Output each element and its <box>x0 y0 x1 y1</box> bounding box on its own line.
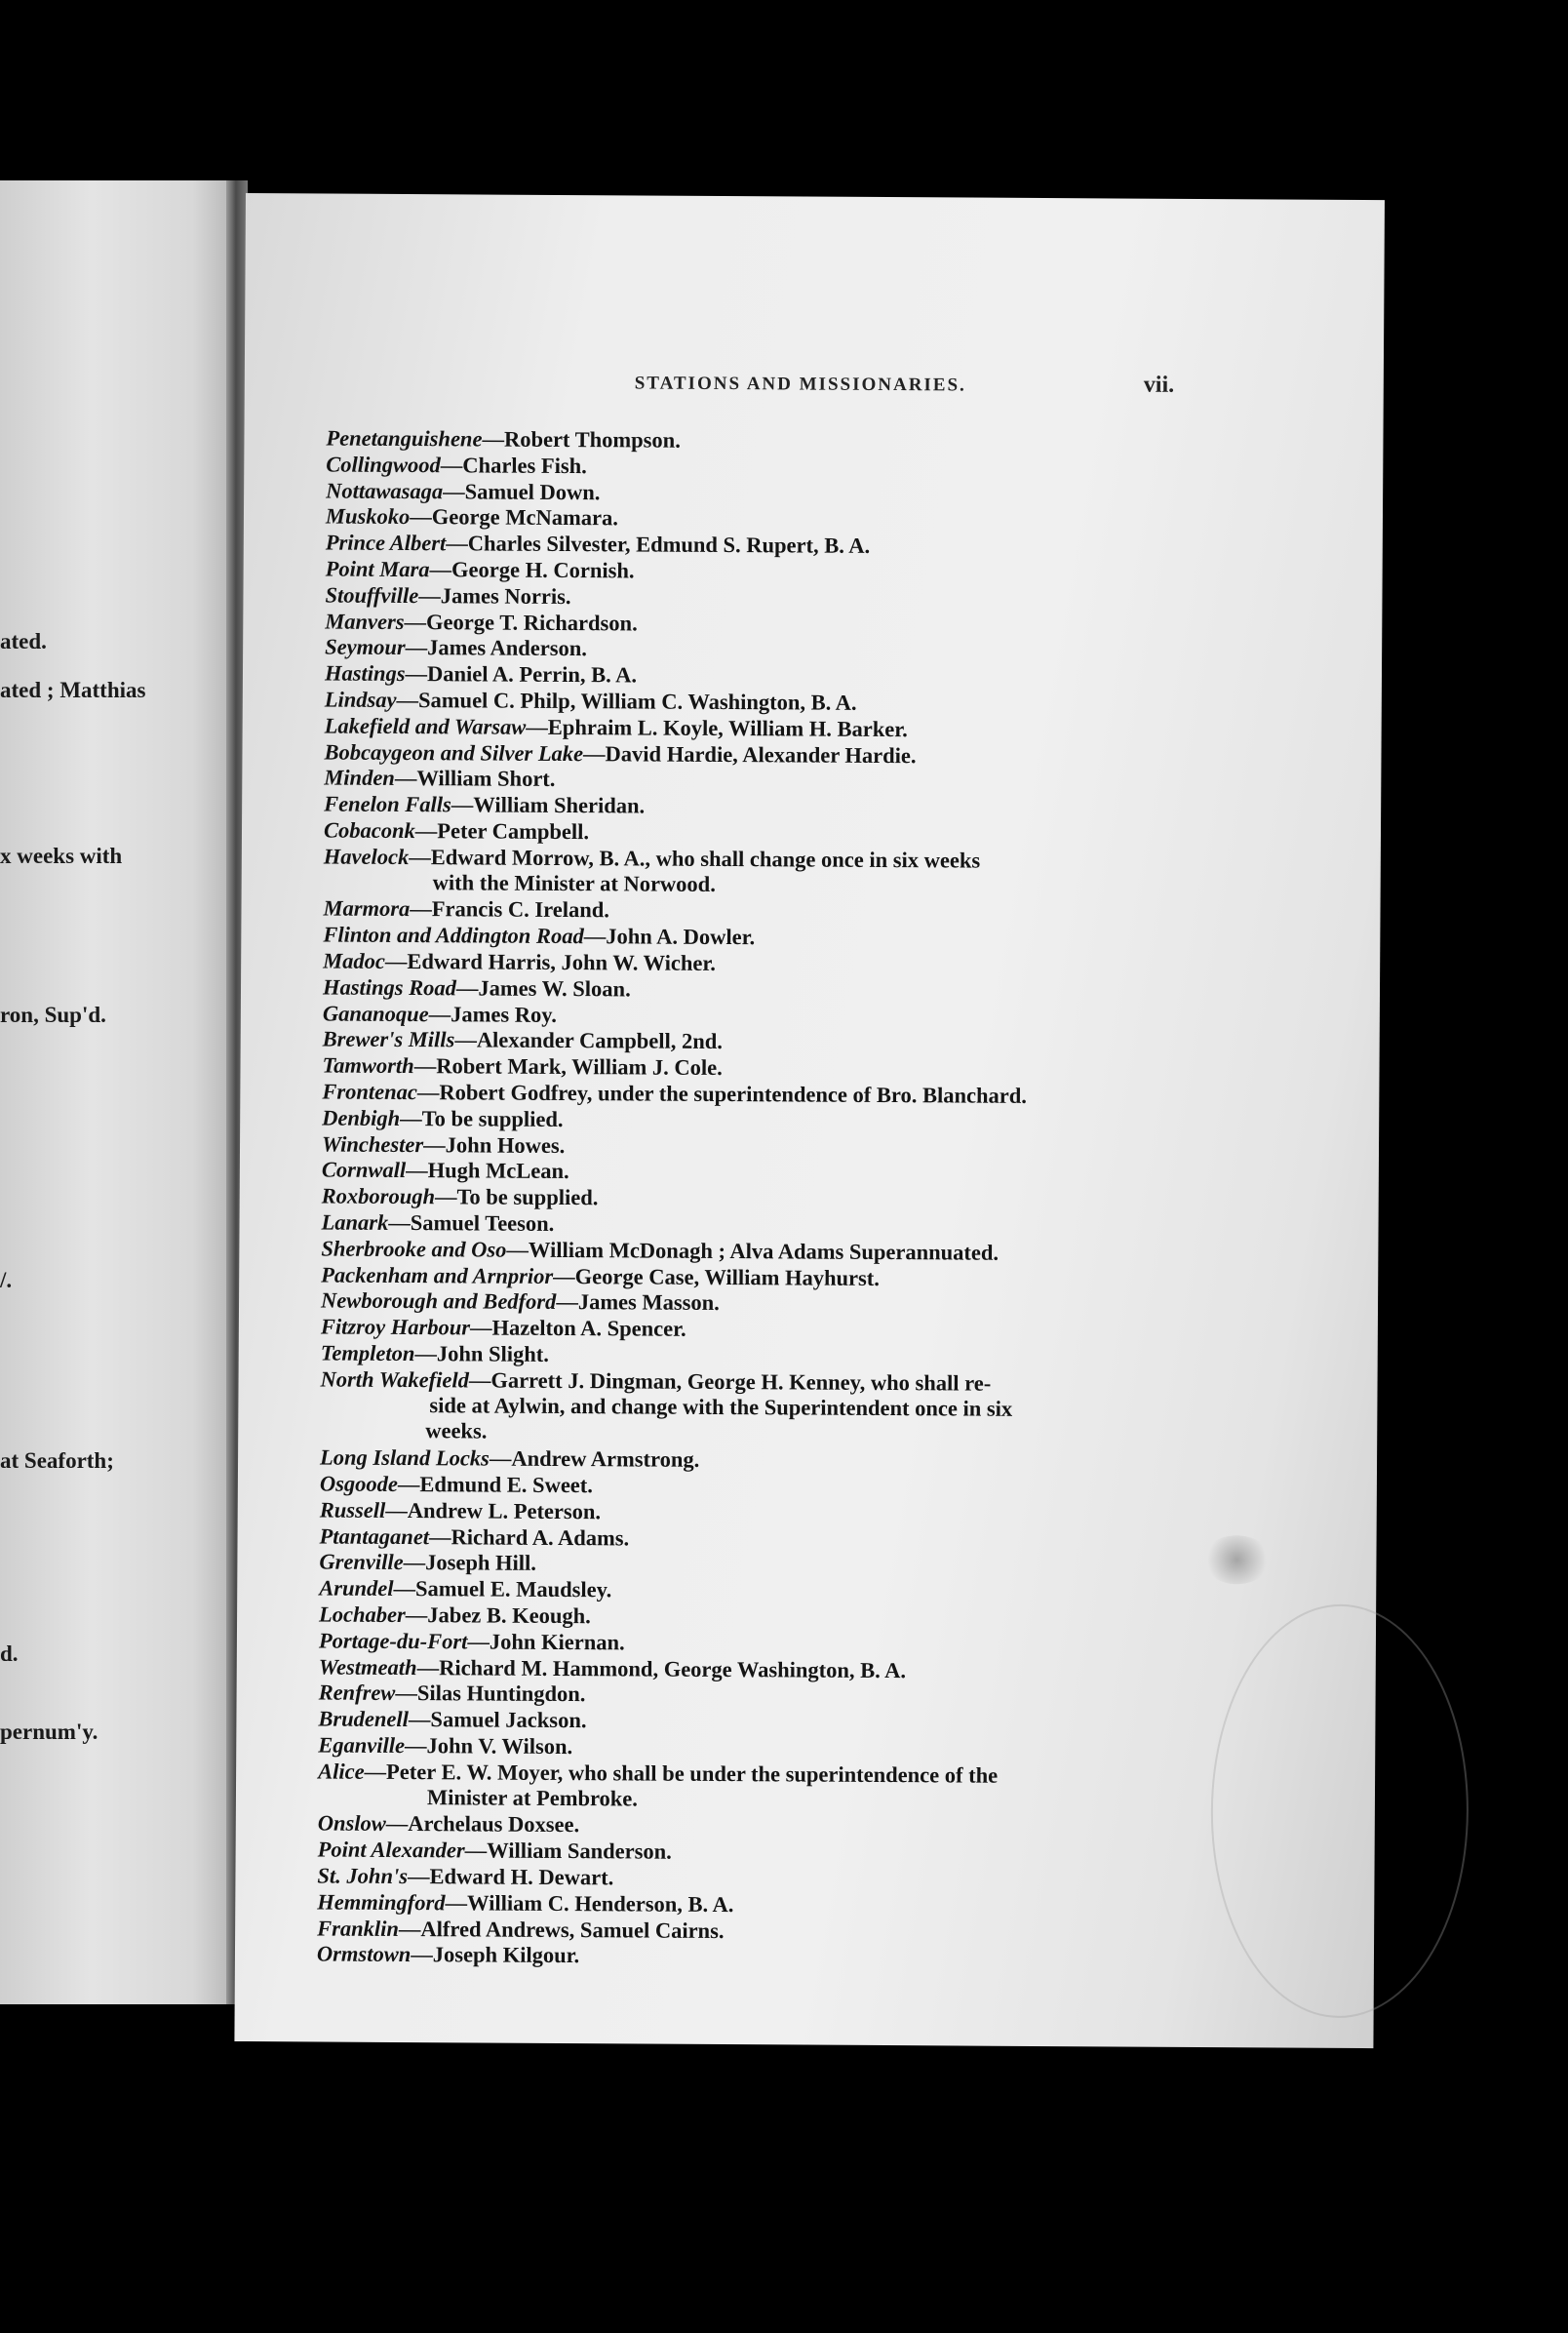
station-place: Westmeath <box>318 1654 417 1680</box>
station-missionaries: —Samuel Down. <box>443 478 601 504</box>
station-missionaries: —George Case, William Hayhurst. <box>553 1263 881 1290</box>
left-fragment: at Seaforth; <box>0 1448 114 1473</box>
left-fragment: /. <box>0 1268 13 1292</box>
station-missionaries: —George T. Richardson. <box>404 609 638 636</box>
station-place: Packenham and Arnprior <box>321 1262 554 1288</box>
station-missionaries: —James Masson. <box>556 1289 720 1316</box>
left-fragment: x weeks with <box>0 844 123 868</box>
station-missionaries: —Silas Huntingdon. <box>395 1681 586 1707</box>
station-missionaries: —John Kiernan. <box>467 1629 625 1655</box>
station-place: Templeton <box>320 1340 415 1366</box>
station-place: Ormstown <box>316 1941 412 1967</box>
station-missionaries: —Joseph Hill. <box>403 1550 537 1576</box>
station-missionaries: —Samuel E. Maudsley. <box>393 1576 612 1602</box>
station-place: Seymour <box>325 634 406 660</box>
station-missionaries: —Alfred Andrews, Samuel Cairns. <box>398 1916 725 1943</box>
station-place: Hastings <box>324 660 406 687</box>
station-missionaries: —Edmund E. Sweet. <box>397 1471 594 1498</box>
station-place: Lindsay <box>324 687 397 712</box>
left-fragment: pernum'y. <box>0 1720 98 1744</box>
station-missionaries: —James Anderson. <box>405 635 588 661</box>
station-missionaries: —Samuel Teeson. <box>388 1209 555 1236</box>
station-place: Nottawasaga <box>326 478 444 503</box>
station-missionaries: —James W. Sloan. <box>455 975 631 1002</box>
station-place: Eganville <box>318 1732 406 1759</box>
station-place: Point Mara <box>325 556 430 582</box>
station-continuation: Minister at Pembroke. <box>426 1784 639 1811</box>
left-fragment: ated ; Matthias <box>0 678 146 702</box>
page-number: vii. <box>1143 372 1175 398</box>
station-place: Franklin <box>317 1916 400 1941</box>
station-missionaries: —Daniel A. Perrin, B. A. <box>405 661 638 688</box>
station-place: Marmora <box>323 895 411 922</box>
station-entry <box>317 1942 1321 1973</box>
station-missionaries: —Peter E. W. Moyer, who shall be under the superintendence of the <box>364 1759 999 1788</box>
station-missionaries: —Hugh McLean. <box>406 1158 569 1184</box>
station-place: Madoc <box>323 948 386 973</box>
station-missionaries: —William Sheridan. <box>451 792 646 818</box>
station-place: Stouffville <box>325 582 419 608</box>
station-place: Russell <box>319 1497 386 1522</box>
station-missionaries: —James Roy. <box>428 1001 557 1027</box>
station-place: Cobaconk <box>323 817 415 844</box>
left-page <box>0 180 226 2004</box>
station-missionaries: —Hazelton A. Spencer. <box>469 1315 686 1341</box>
station-place: Onslow <box>317 1810 386 1837</box>
station-missionaries: —Francis C. Ireland. <box>410 896 609 923</box>
left-fragment: ated. <box>0 629 47 653</box>
station-missionaries: —Alexander Campbell, 2nd. <box>454 1027 724 1054</box>
station-missionaries: —James Norris. <box>418 582 571 609</box>
station-missionaries: —Garrett J. Dingman, George H. Kenney, who shall re- <box>468 1367 992 1396</box>
station-continuation: with the Minister at Norwood. <box>432 869 716 896</box>
station-missionaries: —Samuel Jackson. <box>408 1707 587 1733</box>
station-missionaries: —Charles Silvester, Edmund S. Rupert, B. A. <box>446 531 871 559</box>
station-place: St. John's <box>317 1863 409 1889</box>
station-place: Alice <box>318 1759 365 1784</box>
station-missionaries: —To be supplied. <box>400 1105 564 1131</box>
station-missionaries: —George H. Cornish. <box>429 557 635 583</box>
station-missionaries: —George McNamara. <box>410 504 619 531</box>
station-place: Frontenac <box>322 1079 417 1105</box>
station-place: Brewer's Mills <box>322 1026 455 1052</box>
station-missionaries: —To be supplied. <box>434 1184 599 1210</box>
station-place: Flinton and Addington Road <box>323 922 584 949</box>
station-missionaries: —John Howes. <box>423 1131 566 1158</box>
station-missionaries: —Edward Morrow, B. A., who shall change once in six weeks <box>409 844 981 873</box>
station-missionaries: —William McDonagh ; Alva Adams Superannuated. <box>506 1237 1000 1265</box>
station-missionaries: —Peter Campbell. <box>414 818 590 845</box>
station-place: Manvers <box>325 609 405 634</box>
station-missionaries: —Richard A. Adams. <box>429 1523 630 1551</box>
station-missionaries: —Samuel C. Philp, William C. Washington, B. A. <box>396 687 857 715</box>
station-missionaries: —Archelaus Doxsee. <box>385 1811 580 1838</box>
station-place: Arundel <box>319 1575 394 1601</box>
station-missionaries: —Edward Harris, John W. Wicher. <box>384 948 717 975</box>
station-missionaries: —William C. Henderson, B. A. <box>445 1890 734 1917</box>
station-place: Gananoque <box>322 1001 429 1026</box>
station-place: Grenville <box>319 1549 404 1575</box>
station-missionaries: —John Slight. <box>414 1341 550 1366</box>
station-place: Collingwood <box>326 452 441 478</box>
station-place: Fenelon Falls <box>324 791 451 817</box>
station-continuation: weeks. <box>425 1417 488 1443</box>
station-place: Denbigh <box>322 1105 401 1130</box>
station-place: Brudenell <box>318 1706 410 1732</box>
station-missionaries: —Robert Mark, William J. Cole. <box>413 1053 723 1081</box>
station-place: Havelock <box>323 844 410 869</box>
station-entry <box>324 844 1328 900</box>
station-place: Lanark <box>321 1209 389 1235</box>
station-place: Ptantaganet <box>319 1523 430 1549</box>
station-place: Fitzroy Harbour <box>320 1314 471 1340</box>
station-place: Point Alexander <box>317 1837 465 1863</box>
station-place: Prince Albert <box>325 530 447 556</box>
station-place: Long Island Locks <box>320 1444 490 1471</box>
station-missionaries: —John A. Dowler. <box>583 924 756 950</box>
left-fragment: ron, Sup'd. <box>0 1003 106 1027</box>
station-place: Sherbrooke and Oso <box>321 1236 507 1262</box>
station-missionaries: —Charles Fish. <box>440 453 587 478</box>
station-missionaries: —Jabez B. Keough. <box>405 1602 591 1629</box>
station-missionaries: —William Short. <box>394 766 556 792</box>
station-place: Hemmingford <box>317 1889 446 1916</box>
station-missionaries: —Andrew L. Peterson. <box>385 1497 602 1524</box>
station-place: Tamworth <box>322 1052 414 1079</box>
station-place: Portage-du-Fort <box>318 1628 468 1654</box>
station-place: Renfrew <box>318 1680 396 1706</box>
station-place: Cornwall <box>321 1157 407 1183</box>
station-entry <box>320 1366 1324 1448</box>
left-fragment: d. <box>0 1641 19 1666</box>
station-missionaries: —Edward H. Dewart. <box>407 1864 614 1890</box>
station-continuation: side at Aylwin, and change with the Superintendent once in six <box>429 1392 1013 1421</box>
station-place: Winchester <box>321 1131 424 1157</box>
station-missionaries: —Joseph Kilgour. <box>411 1942 580 1968</box>
station-place: Lochaber <box>319 1601 406 1628</box>
station-missionaries: —Andrew Armstrong. <box>489 1445 700 1473</box>
running-header: STATIONS AND MISSIONARIES. <box>634 373 966 396</box>
station-missionaries: —John V. Wilson. <box>404 1733 573 1760</box>
station-missionaries: —William Sanderson. <box>464 1838 672 1864</box>
station-place: Minden <box>324 765 395 791</box>
station-missionaries: —Robert Thompson. <box>482 426 681 453</box>
station-missionaries: —David Hardie, Alexander Hardie. <box>583 740 917 768</box>
station-place: Muskoko <box>325 503 411 530</box>
station-missionaries: —Ephraim L. Koyle, William H. Barker. <box>526 714 908 741</box>
station-place: Newborough and Bedford <box>320 1287 557 1315</box>
right-page <box>234 193 1385 2048</box>
station-place: Lakefield and Warsaw <box>324 713 527 739</box>
station-place: Penetanguishene <box>326 425 483 452</box>
station-place: Osgoode <box>319 1471 398 1496</box>
station-place: Bobcaygeon and Silver Lake <box>324 739 584 766</box>
station-entry <box>318 1759 1322 1815</box>
station-missionaries: —Richard M. Hammond, George Washington, B. A. <box>416 1654 907 1682</box>
station-place: Hastings Road <box>322 974 457 1001</box>
station-place: Roxborough <box>321 1183 436 1209</box>
station-missionaries: —Robert Godfrey, under the superintendence of Bro. Blanchard. <box>416 1080 1027 1108</box>
station-place: North Wakefield <box>320 1366 469 1393</box>
